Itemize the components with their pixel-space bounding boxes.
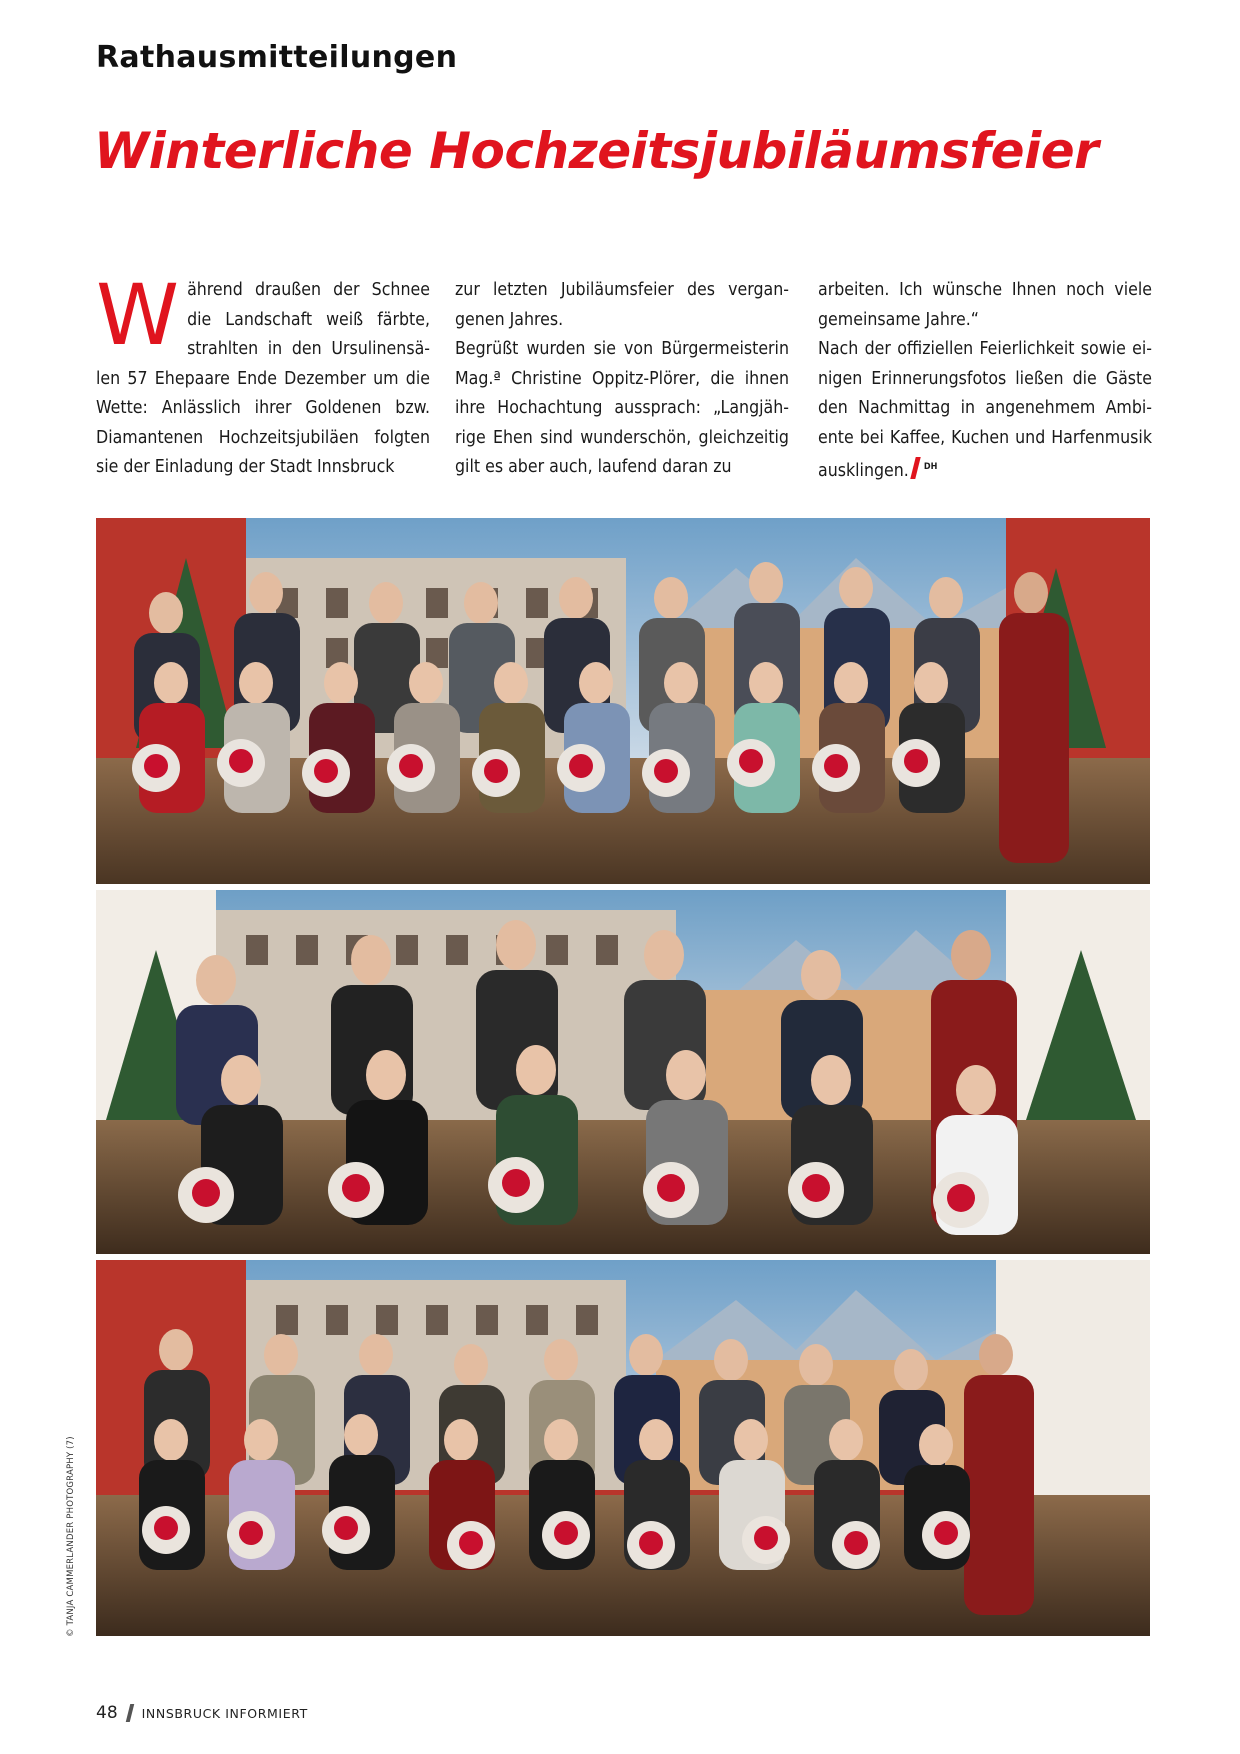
article-column-3: [818, 276, 1152, 486]
column-3-paragraph-1: arbeiten. Ich wünsche Ihnen noch viele gemeinsame Jahre.“: [818, 280, 1152, 330]
page-number: 48: [96, 1703, 118, 1723]
article-title: Winterliche Hochzeitsjubiläumsfeier: [94, 122, 1099, 180]
article-column-1: [96, 266, 430, 483]
article-column-2: [455, 276, 789, 483]
column-2-paragraph-2: Begrüßt wurden sie von Bürgermeisterin Mag.ª Christine Oppitz-Plörer, die ihnen ihre Hochachtung aussprach: „Langjährige Ehen sind wunderschön, gleichzeitig gilt es aber auch, laufend daran zu: [455, 339, 789, 477]
column-2-paragraph-1: zur letzten Jubiläumsfeier des vergangenen Jahres.: [455, 280, 789, 330]
column-3-paragraph-2-text: Nach der offiziellen Feierlichkeit sowie einigen Erinnerungsfotos ließen die Gäste den Nachmittag in angenehmem Ambiente bei Kaffee, Kuchen und Harfenmusik ausklingen.: [818, 339, 1152, 481]
group-photo-1-image: [96, 518, 1150, 884]
publication-name: INNSBRUCK INFORMIERT: [141, 1705, 308, 1721]
drop-cap: W: [96, 266, 180, 364]
group-photo-1: [96, 518, 1150, 884]
page-footer: [96, 1703, 308, 1723]
group-photo-2-image: [96, 890, 1150, 1254]
column-3-paragraph-2: [818, 335, 1152, 486]
group-photo-2: [96, 890, 1150, 1254]
column-1-text: ährend draußen der Schnee die Landschaft weiß färbte, strahlten in den Ursulinensälen 57 Ehepaare Ende Dezember um die Wette: Anlässlich ihrer Goldenen bzw. Diamantenen Hochzeitsjubiläen folgten sie der Einladung der Stadt Innsbruck: [96, 280, 430, 477]
footer-slash-icon: [125, 1704, 133, 1722]
group-photo-3-image: [96, 1260, 1150, 1636]
author-initials: DH: [923, 462, 938, 472]
photo-credit: © TANJA CAMMERLANDER PHOTOGRAPHY (7): [66, 1436, 76, 1637]
group-photo-3: [96, 1260, 1150, 1636]
end-mark-icon: [910, 457, 920, 479]
section-label: Rathausmitteilungen: [96, 40, 458, 75]
